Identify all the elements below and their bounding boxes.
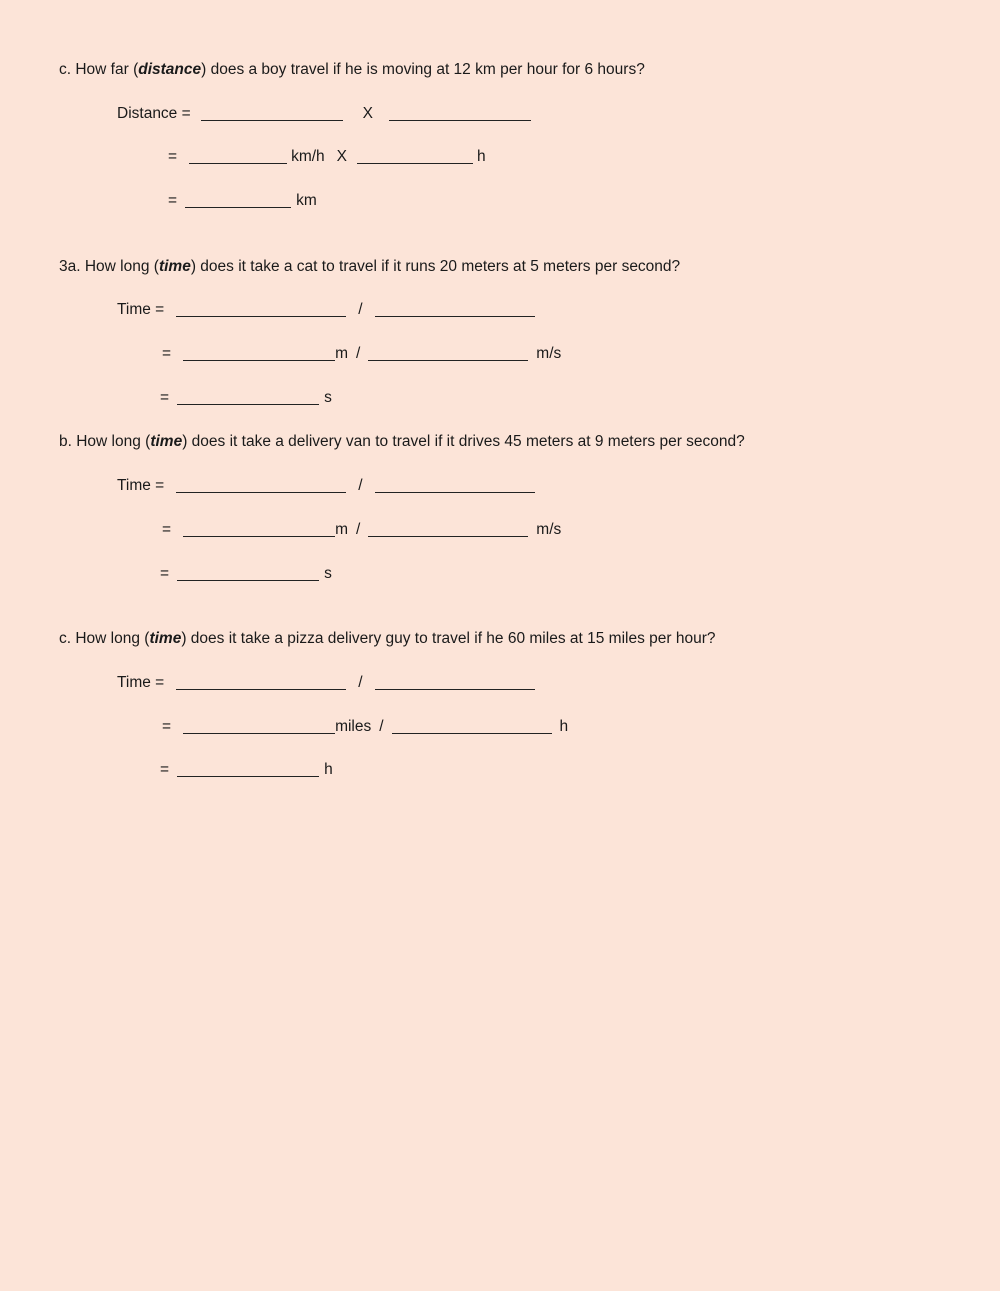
answer-blank[interactable]	[368, 521, 528, 537]
q1c-formula-row: Distance = X	[117, 104, 531, 124]
answer-blank[interactable]	[177, 565, 319, 581]
q3b-substitute-row: = m / m/s	[162, 521, 562, 538]
answer-blank[interactable]	[392, 718, 552, 734]
q3c-formula-row: Time = /	[117, 673, 535, 693]
q1c-result-row: = km	[168, 192, 317, 209]
answer-blank[interactable]	[375, 301, 535, 317]
answer-blank[interactable]	[177, 761, 319, 777]
keyword-distance: distance	[138, 61, 202, 78]
q3a-substitute-row: = m / m/s	[162, 345, 562, 362]
q3c-substitute-row: = miles / h	[162, 718, 569, 735]
q3b-formula-row: Time = /	[117, 476, 535, 496]
q1c-substitute-row: = km/h X h	[168, 148, 486, 165]
answer-blank[interactable]	[368, 345, 528, 361]
question-3c: c. How long (time) does it take a pizza delivery guy to travel if he 60 miles at 15 miles per hour?	[59, 630, 716, 647]
answer-blank[interactable]	[185, 192, 291, 208]
q3b-result-row: = s	[160, 565, 332, 582]
question-1c: c. How far (distance) does a boy travel if he is moving at 12 km per hour for 6 hours?	[59, 61, 645, 78]
q3a-result-row: = s	[160, 389, 332, 406]
keyword-time: time	[149, 630, 182, 647]
answer-blank[interactable]	[189, 148, 287, 164]
answer-blank[interactable]	[183, 345, 335, 361]
question-3a: 3a. How long (time) does it take a cat to travel if it runs 20 meters at 5 meters per second?	[59, 258, 681, 275]
answer-blank[interactable]	[375, 477, 535, 493]
answer-blank[interactable]	[201, 105, 343, 121]
answer-blank[interactable]	[357, 148, 473, 164]
answer-blank[interactable]	[375, 674, 535, 690]
q3c-result-row: = h	[160, 761, 333, 778]
answer-blank[interactable]	[176, 301, 346, 317]
answer-blank[interactable]	[389, 105, 531, 121]
answer-blank[interactable]	[183, 521, 335, 537]
question-3b: b. How long (time) does it take a delivery van to travel if it drives 45 meters at 9 meters per second?	[59, 433, 745, 450]
keyword-time: time	[158, 258, 191, 275]
q3a-formula-row: Time = /	[117, 300, 535, 320]
answer-blank[interactable]	[177, 389, 319, 405]
keyword-time: time	[150, 433, 183, 450]
answer-blank[interactable]	[183, 718, 335, 734]
answer-blank[interactable]	[176, 477, 346, 493]
answer-blank[interactable]	[176, 674, 346, 690]
